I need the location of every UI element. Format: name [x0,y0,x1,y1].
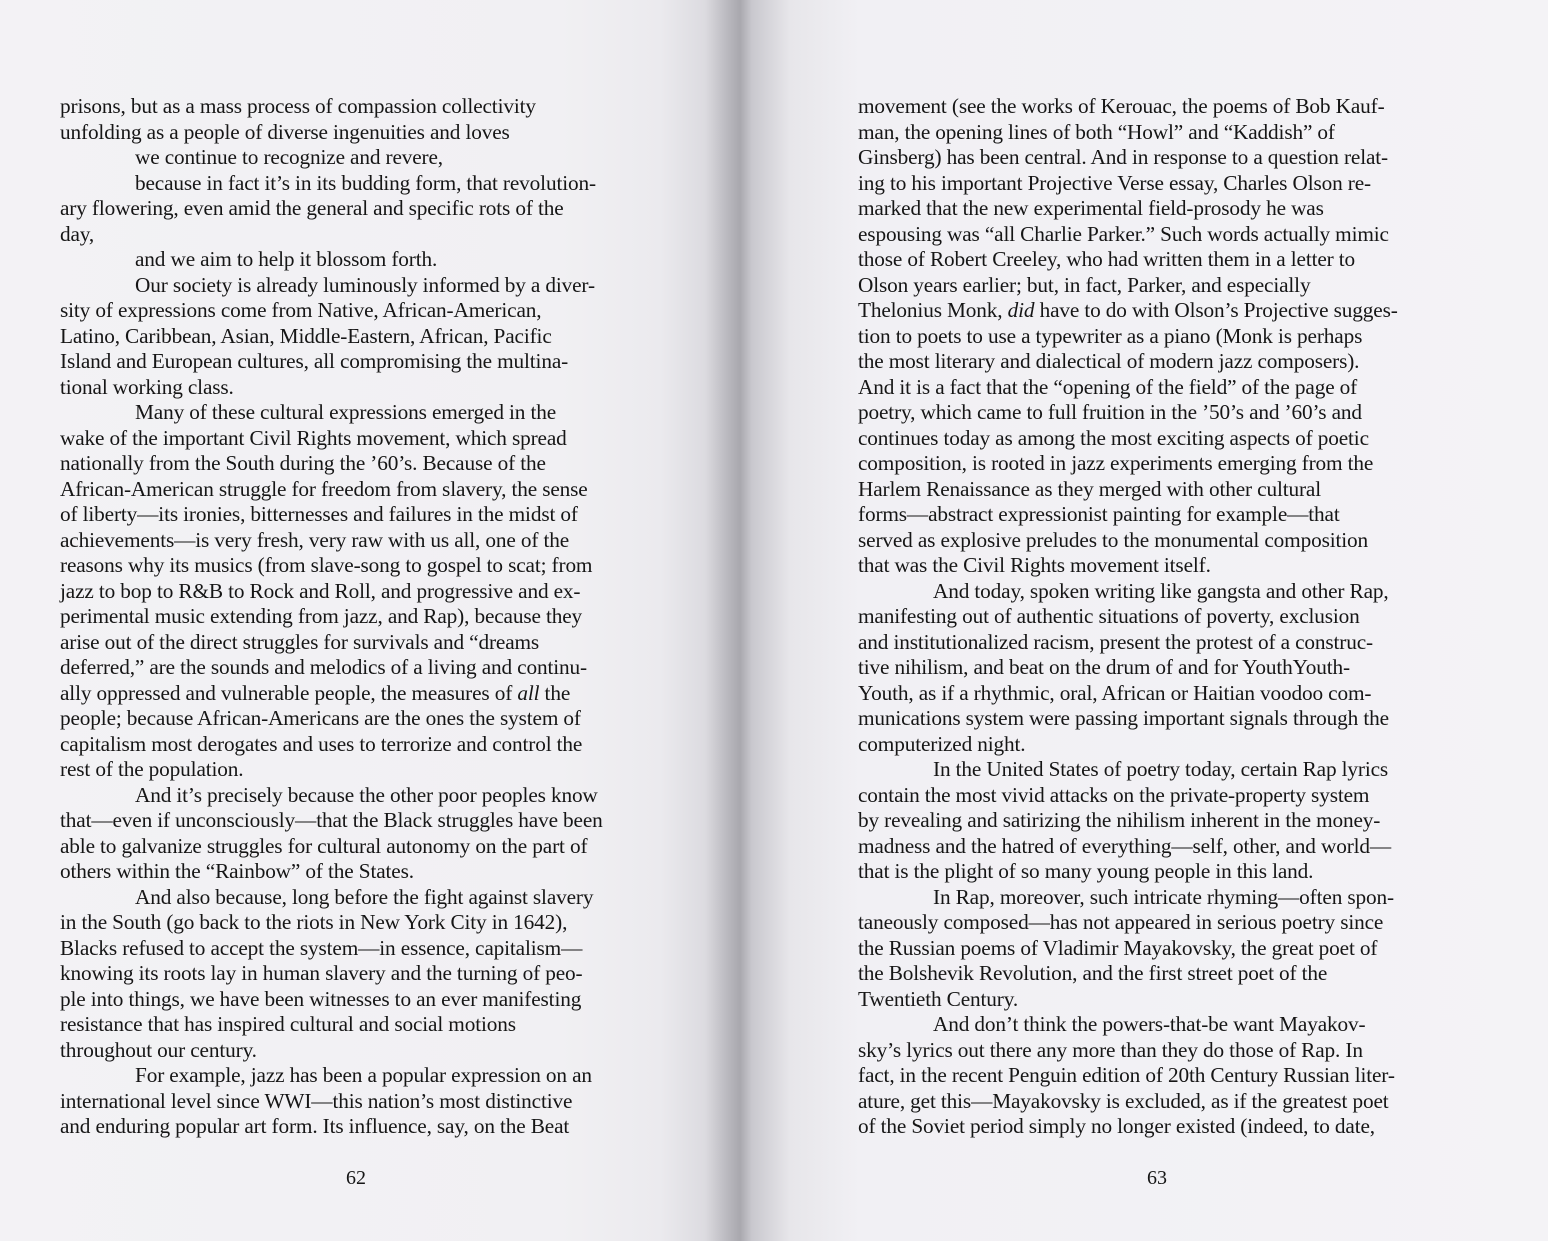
text-line [858,783,1464,809]
line-text: And don’t think the powers-that-be want Mayakov- [933,1012,1366,1036]
text-line [858,732,1464,758]
text-line [858,681,1464,707]
line-text: that was the Civil Rights movement itself. [858,553,1211,577]
text-line [858,910,1464,936]
text-line [858,451,1464,477]
line-text: nationally from the South during the ’60’s. Because of the [60,451,546,475]
text-line [858,400,1464,426]
line-text: Our society is already luminously informed by a diver- [135,272,595,297]
text-line [858,1089,1464,1115]
text-line [858,961,1464,987]
text-line [858,553,1464,579]
line-text: day, [60,221,95,246]
line-text: arise out of the direct struggles for survivals and “dreams [60,629,540,654]
line-text: ature, get this—Mayakovsky is excluded, as if the greatest poet [858,1088,1389,1113]
text-line [60,375,660,401]
text-line [858,145,1464,171]
line-text: knowing its roots lay in human slavery and the turning of peo- [60,961,583,985]
line-text: and we aim to help it blossom forth. [135,247,438,271]
text-line [858,528,1464,554]
line-text: In the United States of poetry today, certain Rap lyrics [933,757,1389,781]
text-line [858,706,1464,732]
text-line [858,808,1464,834]
line-text: munications system were passing important signals through the [858,706,1389,730]
line-text: Many of these cultural expressions emerged in the [135,400,557,424]
text-line [60,324,660,350]
line-text: Blacks refused to accept the system—in essence, capitalism— [60,935,583,960]
italic-word: did [1007,298,1035,322]
line-text: that is the plight of so many young people in this land. [858,859,1314,883]
text-line [858,94,1464,120]
line-text: ary flowering, even amid the general and specific rots of the [60,196,564,220]
text-line [858,1114,1464,1140]
text-line [858,757,1464,783]
line-text: Thelonius Monk, [858,298,1003,322]
line-text: And today, spoken writing like gangsta and other Rap, [933,578,1389,603]
text-line [60,196,660,222]
line-text: fact, in the recent Penguin edition of 20th Century Russian liter- [858,1063,1395,1087]
line-text: the most literary and dialectical of modern jazz composers). [858,349,1360,373]
text-line [858,324,1464,350]
text-line [60,859,660,885]
line-text: others within the “Rainbow” of the States. [60,859,414,883]
line-text: perimental music extending from jazz, and Rap), because they [60,604,583,628]
text-line [60,834,660,860]
line-text: achievements—is very fresh, very raw with us all, one of the [60,527,570,552]
right-page [742,0,1548,1241]
line-text: Latino, Caribbean, Asian, Middle-Eastern, African, Pacific [60,323,552,348]
text-line [60,502,660,528]
line-text: madness and the hatred of everything—self, other, and world— [858,833,1392,858]
text-line [60,1038,660,1064]
text-line [858,196,1464,222]
text-line [60,961,660,987]
text-line [60,1089,660,1115]
text-line [60,706,660,732]
text-line [60,1114,660,1140]
line-text: in the South (go back to the riots in New York City in 1642), [60,910,568,934]
line-text: wake of the important Civil Rights movement, which spread [60,425,567,450]
text-line [858,604,1464,630]
text-line [858,885,1464,911]
text-line [858,247,1464,273]
line-text: that—even if unconsciously—that the Black struggles have been [60,808,603,832]
text-line [60,426,660,452]
line-text: by revealing and satirizing the nihilism inherent in the money- [858,808,1381,832]
line-text: Island and European cultures, all compromising the multina- [60,349,569,373]
line-text: we continue to recognize and revere, [135,145,443,169]
line-text: served as explosive preludes to the monumental composition [858,527,1369,552]
line-text: And it is a fact that the “opening of the field” of the page of [858,374,1358,399]
text-line [858,298,1464,324]
text-line [60,783,660,809]
text-line [60,171,660,197]
text-line [60,298,660,324]
text-line [60,528,660,554]
line-text: resistance that has inspired cultural and social motions [60,1012,516,1036]
italic-word: all [517,680,540,705]
line-text: because in fact it’s in its budding form, that revolution- [135,170,596,195]
line-text: tional working class. [60,374,234,399]
text-line [858,630,1464,656]
text-line [858,273,1464,299]
line-text: computerized night. [858,731,1026,756]
line-text: For example, jazz has been a popular expression on an [135,1063,592,1087]
text-line [60,553,660,579]
line-text: Youth, as if a rhythmic, oral, African or Haitian voodoo com- [858,680,1372,705]
text-line [858,1012,1464,1038]
text-line [858,120,1464,146]
text-line [858,349,1464,375]
line-text: ing to his important Projective Verse essay, Charles Olson re- [858,170,1371,195]
text-line [60,655,660,681]
text-line [858,987,1464,1013]
line-text: sity of expressions come from Native, African-American, [60,298,542,322]
text-line [60,247,660,273]
text-line [60,910,660,936]
line-text: forms—abstract expressionist painting for example—that [858,502,1340,526]
line-text: reasons why its musics (from slave-song to gospel to scat; from [60,553,593,577]
text-line [858,655,1464,681]
text-line [60,477,660,503]
line-text: sky’s lyrics out there any more than they do those of Rap. In [858,1037,1363,1062]
text-line [858,477,1464,503]
text-line [60,400,660,426]
text-line [60,808,660,834]
text-line [858,1038,1464,1064]
text-line [858,426,1464,452]
line-text: Olson years earlier; but, in fact, Parker, and especially [858,272,1311,297]
text-line [60,732,660,758]
line-text: In Rap, moreover, such intricate rhyming—often spon- [933,884,1394,909]
line-text-continued: have to do with Olson’s Projective sugges- [1034,298,1398,322]
line-text: the Russian poems of Vladimir Mayakovsky, the great poet of [858,935,1378,960]
text-line [60,885,660,911]
line-text: tion to poets to use a typewriter as a piano (Monk is perhaps [858,323,1363,348]
text-line [60,936,660,962]
line-text: ally oppressed and vulnerable people, the measures of [60,680,513,705]
text-line [858,859,1464,885]
text-line [858,502,1464,528]
line-text: of liberty—its ironies, bitternesses and failures in the midst of [60,502,578,526]
text-line [60,120,660,146]
text-line [60,94,660,120]
text-line [60,630,660,656]
line-text: throughout our century. [60,1037,257,1062]
text-line [858,171,1464,197]
text-line [858,579,1464,605]
line-text: deferred,” are the sounds and melodics of a living and continu- [60,655,587,679]
line-text: Ginsberg) has been central. And in response to a question relat- [858,145,1388,169]
text-line [60,349,660,375]
line-text: people; because African-Americans are the ones the system of [60,706,581,730]
line-text: prisons, but as a mass process of compassion collectivity [60,94,536,118]
line-text: marked that the new experimental field-prosody he was [858,196,1324,220]
line-text: jazz to bop to R&B to Rock and Roll, and progressive and ex- [60,578,581,603]
text-line [60,579,660,605]
line-text: capitalism most derogates and uses to terrorize and control the [60,731,583,756]
left-page [0,0,740,1241]
text-line [60,1012,660,1038]
line-text: contain the most vivid attacks on the private-property system [858,782,1370,807]
text-line [858,375,1464,401]
text-line [60,1063,660,1089]
line-text: the Bolshevik Revolution, and the first street poet of the [858,961,1328,985]
line-text: those of Robert Creeley, who had written them in a letter to [858,247,1356,271]
line-text: And it’s precisely because the other poor peoples know [135,782,598,807]
line-text: tive nihilism, and beat on the drum of and for YouthYouth- [858,655,1350,679]
text-line [858,936,1464,962]
line-text: African-American struggle for freedom from slavery, the sense [60,476,588,501]
line-text: poetry, which came to full fruition in the ’50’s and ’60’s and [858,400,1362,424]
text-line [60,273,660,299]
left-page-text [60,94,660,1140]
line-text: taneously composed—has not appeared in serious poetry since [858,910,1384,934]
line-text: Twentieth Century. [858,986,1019,1011]
line-text: And also because, long before the fight against slavery [135,884,594,909]
line-text: espousing was “all Charlie Parker.” Such words actually mimic [858,221,1389,246]
line-text: of the Soviet period simply no longer existed (indeed, to date, [858,1114,1375,1138]
text-line [60,145,660,171]
text-line [60,451,660,477]
line-text: continues today as among the most exciting aspects of poetic [858,425,1369,450]
line-text: ple into things, we have been witnesses to an ever manifesting [60,986,582,1011]
line-text: composition, is rooted in jazz experiments emerging from the [858,451,1374,475]
line-text: and enduring popular art form. Its influence, say, on the Beat [60,1114,570,1138]
line-text: manifesting out of authentic situations of poverty, exclusion [858,604,1360,628]
right-page-text [858,94,1464,1140]
line-text: movement (see the works of Kerouac, the poems of Bob Kauf- [858,94,1385,118]
text-line [60,987,660,1013]
text-line [60,681,660,707]
text-line [858,1063,1464,1089]
line-text: able to galvanize struggles for cultural autonomy on the part of [60,833,588,858]
page-number: 62 [346,1167,366,1189]
text-line [858,222,1464,248]
text-line [858,834,1464,860]
line-text: man, the opening lines of both “Howl” and “Kaddish” of [858,119,1335,144]
text-line [60,222,660,248]
line-text: unfolding as a people of diverse ingenuities and loves [60,119,510,144]
line-text: Harlem Renaissance as they merged with other cultural [858,476,1321,501]
text-line [60,757,660,783]
page-number: 63 [1147,1167,1167,1189]
line-text: international level since WWI—this nation’s most distinctive [60,1088,573,1113]
line-text: rest of the population. [60,757,244,781]
text-line [60,604,660,630]
line-text-continued: the [539,680,571,705]
line-text: and institutionalized racism, present the protest of a construc- [858,629,1373,654]
